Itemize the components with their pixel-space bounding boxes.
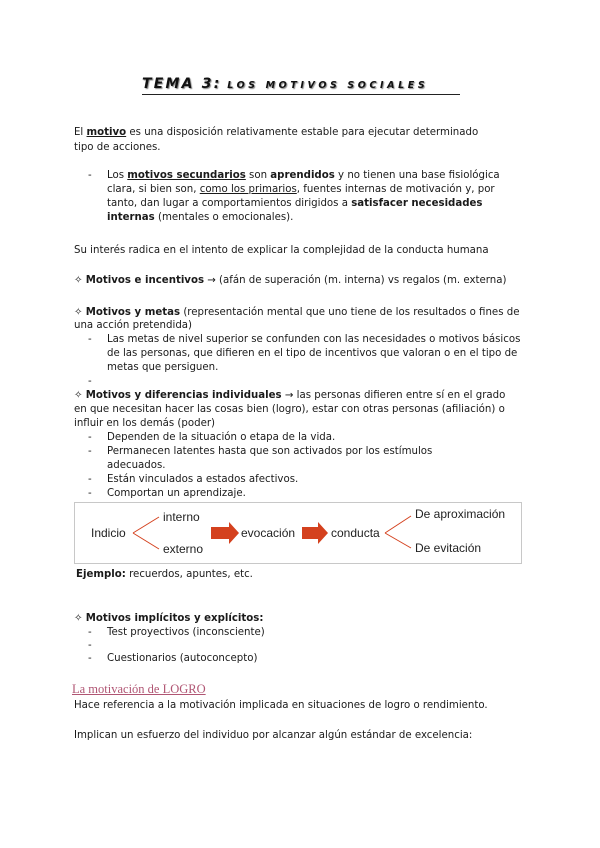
- arrow-icon-1: [211, 522, 239, 544]
- intro-line-2: tipo de acciones.: [74, 142, 161, 153]
- motivo-term: motivo: [86, 127, 127, 138]
- diferencias-sub-4: Comportan un aprendizaje.: [107, 488, 246, 499]
- list-dash: -: [88, 170, 92, 181]
- title-sub: LOS MOTIVOS SOCIALES: [227, 80, 429, 91]
- diferencias-sub-3: Están vinculados a estados afectivos.: [107, 474, 299, 485]
- diamond-bullet-icon: ✧: [74, 307, 83, 318]
- list-dash: -: [88, 446, 92, 457]
- diamond-bullet-icon: ✧: [74, 390, 83, 401]
- title-underline: [142, 94, 460, 95]
- secundarios-line-4: internas (mentales o emocionales).: [107, 212, 294, 223]
- diferencias-sub-1: Dependen de la situación o etapa de la vida.: [107, 432, 336, 443]
- list-dash: -: [88, 432, 92, 443]
- logro-paragraph-1: Hace referencia a la motivación implicada en situaciones de logro o rendimiento.: [74, 700, 488, 711]
- diamond-bullet-icon: ✧: [74, 275, 83, 286]
- diferencias-sub-2: Permanecen latentes hasta que son activados por los estímulos: [107, 446, 433, 457]
- diferencias-sub-2-cont: adecuados.: [107, 460, 166, 471]
- diagram-conducta: conducta: [331, 526, 380, 540]
- list-dash: -: [88, 627, 92, 638]
- list-dash: -: [88, 488, 92, 499]
- implicitos-sub-1: Test proyectivos (inconsciente): [107, 627, 265, 638]
- diagram-externo: externo: [163, 542, 204, 556]
- diagram-interno: interno: [163, 510, 200, 524]
- secundarios-line-3: tanto, dan lugar a comportamientos dirigidos a satisfacer necesidades: [107, 198, 483, 209]
- branch-line-aproximacion: [385, 516, 411, 533]
- secundarios-line-1: Los motivos secundarios son aprendidos y no tienen una base fisiológica: [107, 170, 500, 181]
- logro-paragraph-2: Implican un esfuerzo del individuo por alcanzar algún estándar de excelencia:: [74, 730, 473, 741]
- diagram-aproximacion: De aproximación: [415, 507, 506, 521]
- list-dash: -: [88, 653, 92, 664]
- list-dash: -: [88, 640, 92, 651]
- title-main: TEMA 3:: [142, 76, 222, 92]
- diferencias-line-3: influir en los demás (poder): [74, 418, 216, 429]
- list-dash: -: [88, 474, 92, 485]
- list-dash: -: [88, 334, 92, 345]
- metas-sub-2: de las personas, que difieren en el tipo de incentivos que valoran o en el tipo de: [107, 348, 518, 359]
- metas-sub-3: metas que persiguen.: [107, 362, 219, 373]
- branch-line-evitacion: [385, 533, 411, 548]
- diamond-bullet-icon: ✧: [74, 613, 83, 624]
- implicitos-sub-3: Cuestionarios (autoconcepto): [107, 653, 258, 664]
- interes-text: Su interés radica en el intento de explicar la complejidad de la conducta humana: [74, 245, 489, 256]
- logro-heading: La motivación de LOGRO: [72, 682, 206, 696]
- intro-line-1: El motivo es una disposición relativamente estable para ejecutar determinado: [74, 127, 479, 138]
- diferencias-line-2: en que necesitan hacer las cosas bien (logro), estar con otras personas (afiliación) o: [74, 404, 505, 415]
- metas-item: ✧ Motivos y metas (representación mental que uno tiene de los resultados o fines de: [74, 307, 520, 318]
- arrow-icon-2: [302, 522, 328, 544]
- metas-line-2: una acción pretendida): [74, 320, 192, 331]
- diagram-indicio: Indicio: [91, 526, 126, 540]
- diagram-evocacion: evocación: [241, 526, 296, 540]
- branch-line-externo: [133, 533, 159, 549]
- branch-line-interno: [133, 517, 159, 533]
- metas-sub-1: Las metas de nivel superior se confunden con las necesidades o motivos básicos: [107, 334, 521, 345]
- page-title: [142, 76, 428, 92]
- list-dash: -: [88, 376, 92, 387]
- motivation-flow-diagram: [74, 502, 522, 564]
- implicitos-item: ✧ Motivos implícitos y explícitos:: [74, 613, 264, 624]
- ejemplo-line: Ejemplo: recuerdos, apuntes, etc.: [76, 569, 253, 580]
- diagram-evitacion: De evitación: [415, 541, 482, 555]
- secundarios-line-2: clara, si bien son, como los primarios, fuentes internas de motivación y, por: [107, 184, 495, 195]
- diferencias-item: ✧ Motivos y diferencias individuales → las personas difieren entre sí en el grado: [74, 390, 506, 401]
- incentivos-item: ✧ Motivos e incentivos → (afán de superación (m. interna) vs regalos (m. externa): [74, 275, 507, 286]
